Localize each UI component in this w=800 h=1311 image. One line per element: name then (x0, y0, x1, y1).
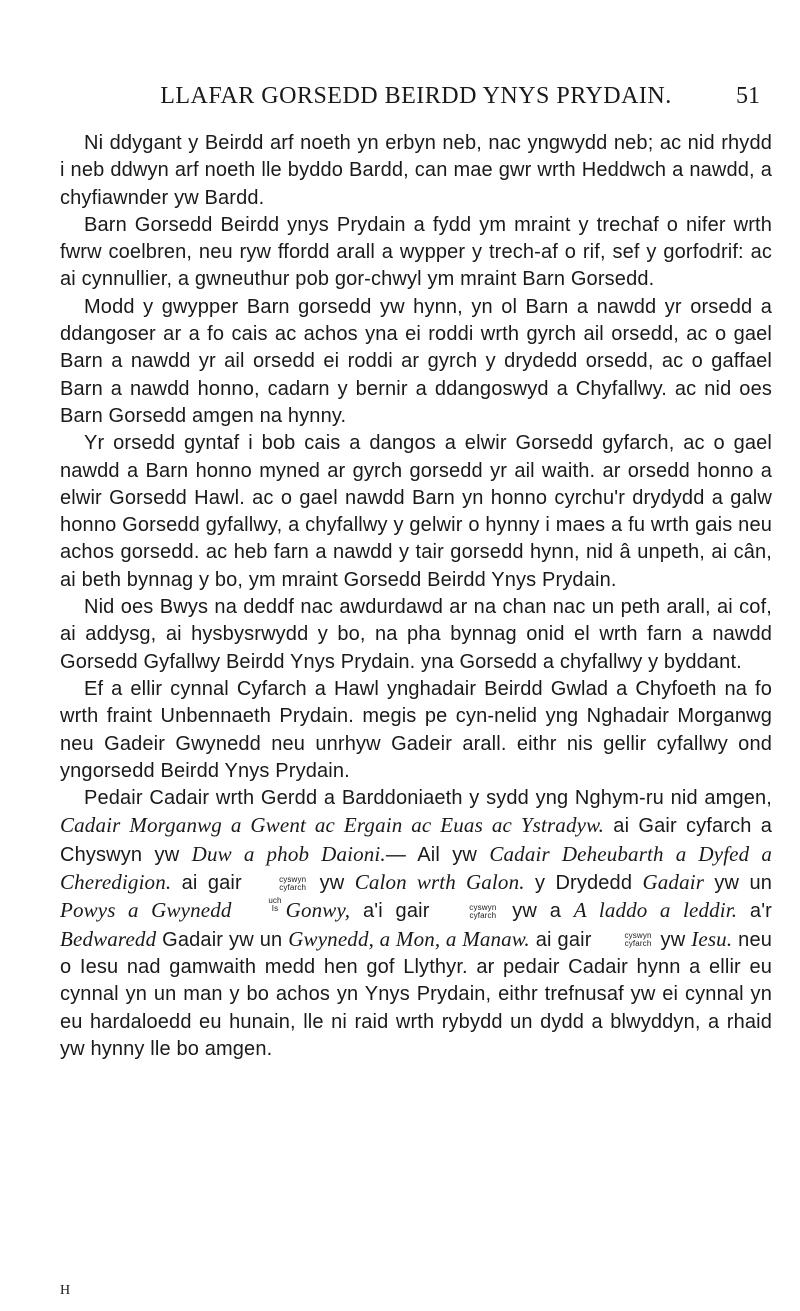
italic-run: Iesu. (691, 926, 733, 951)
paragraph: Yr orsedd gyntaf i bob cais a dangos a elwir Gorsedd gyfarch, ac o gael nawdd a Barn honno myned ar gyrch gorsedd yr ail waith. ar orsedd honno a elwir Gorsedd Hawl. ac o gael nawdd Barn yn honno cyrchu'r drydydd a galw honno Gorsedd gyfallwy, a chyfallwy y gelwir o hynny i maes a fu wrth gais neu achos gorsedd. ac heb farn a nawdd y tair gorsedd hynn, nid â unpeth, ai cân, ai beth bynnag y bo, ym mraint Gorsedd Beirdd Ynys Prydain. (60, 432, 772, 591)
gloss-bottom: cyfarch (469, 911, 497, 921)
text-run: yw a (499, 900, 574, 923)
italic-run: A laddo a leddir. (573, 898, 738, 923)
stacked-gloss (255, 876, 306, 892)
paragraph: Nid oes Bwys na deddf nac awdurdawd ar na chan nac un peth arall, ai cof, ai addysg, ai hysbysrwydd y bo, na pha bynnag onid el wrth farn a nawdd Gorsedd Gyfallwy Beirdd Ynys Prydain. yna Gorsedd a chyfallwy y byddant. (60, 596, 772, 673)
text-run: Pedair Cadair wrth Gerdd a Barddoniaeth y sydd yng Nghym-ru nid amgen, (84, 787, 772, 810)
gloss-bottom: cyfarch (624, 939, 652, 949)
italic-run: Duw a phob Daioni. (191, 841, 386, 866)
gloss-bottom: cyfarch (279, 882, 307, 892)
text-run: y Drydedd (524, 872, 643, 895)
signature-mark: H (60, 1283, 71, 1298)
gloss-top: cyswyn (624, 931, 652, 941)
margin-note (244, 897, 281, 913)
text-run: a'r (737, 900, 772, 923)
text-run: yw (654, 928, 692, 951)
italic-run: Powys a Gwynedd (60, 898, 232, 923)
gloss-top: cyswyn (279, 874, 307, 884)
stacked-gloss (445, 904, 496, 920)
margin-note-top: uch (268, 896, 282, 906)
italic-run: Bedwaredd (60, 926, 157, 951)
gloss-top: cyswyn (469, 903, 497, 913)
text-run: ai Gair cyfarch a Chyswyn yw (60, 815, 772, 866)
italic-run: Gonwy, (285, 898, 351, 923)
text-run: ai gair (171, 872, 253, 895)
italic-run: Cadair Deheubarth a Dyfed a Cheredigion. (60, 841, 772, 895)
paragraph: Barn Gorsedd Beirdd ynys Prydain a fydd ym mraint y trechaf o nifer wrth fwrw coelbren, neu ryw ffordd arall a wypper y trech-af o rif, sef y gorfodrif: ac ai cynnullier, a gwneuthur pob gor-chwyl ym mraint Barn Gorsedd. (60, 213, 772, 291)
text-run: neu o Iesu nad gamwaith medd hen gof Llythyr. ar pedair Cadair hynn a ellir eu cynnal yn un man y bo achos yn Ynys Prydain, eithr trefnusaf yw ei cynnal yn eu hardaloedd eu hunain, lle ni raid wrth rybydd un dydd a blwyddyn, a rhaid yw hynny lle bo amgen. (60, 928, 772, 1060)
text-run: a'i gair (350, 900, 443, 923)
text-run: Gadair yw un (156, 928, 289, 951)
italic-run: Cadair Morganwg a Gwent ac Ergain ac Euas ac Ystradyw. (60, 813, 605, 838)
italic-run: Gadair (642, 870, 705, 895)
margin-note-bottom: Is (271, 904, 279, 914)
running-title: LLAFAR GORSEDD BEIRDD YNYS PRYDAIN. (160, 83, 672, 109)
italic-run: Calon wrth Galon. (354, 870, 525, 895)
paragraph: Modd y gwypper Barn gorsedd yw hynn, yn ol Barn a nawdd yr orsedd a ddangoser ar a fo cais ac achos yna ei roddi wrth gyrch ail orsedd, ac o gael Barn a nawdd yr ail orsedd ei roddi ar gyrch y drydedd orsedd, ac o gaffael Barn a nawdd honno, cadarn y bernir a ddangoswyd a Chyfallwy. ac nid oes Barn Gorsedd amgen na hynny. (60, 295, 772, 427)
text-run: yw un (704, 872, 773, 895)
body-text (60, 130, 772, 1063)
paragraph: Ni ddygant y Beirdd arf noeth yn erbyn neb, nac yngwydd neb; ac nid rhydd i neb ddwyn arf noeth lle byddo Bardd, can mae gwr wrth Heddwch a nawdd, a chyfiawnder yw Bardd. (60, 132, 772, 209)
text-run: — Ail yw (385, 843, 490, 866)
page-number: 51 (736, 83, 760, 109)
paragraph: Ef a ellir cynnal Cyfarch a Hawl ynghadair Beirdd Gwlad a Chyfoeth na fo wrth fraint Unbennaeth Prydain. megis pe cyn-nelid yng Nghadair Morganwg neu Gadeir Gwynedd neu unrhyw Gadeir arall. eithr nis gellir cyfallwy ond yngorsedd Beirdd Ynys Prydain. (60, 677, 772, 782)
text-run: ai gair (529, 928, 598, 951)
page-header (72, 80, 760, 112)
italic-run: Gwynedd, a Mon, a Manaw. (288, 926, 530, 951)
paragraph-four-chairs (60, 785, 772, 1063)
stacked-gloss (600, 932, 651, 948)
text-run: yw (309, 872, 355, 895)
